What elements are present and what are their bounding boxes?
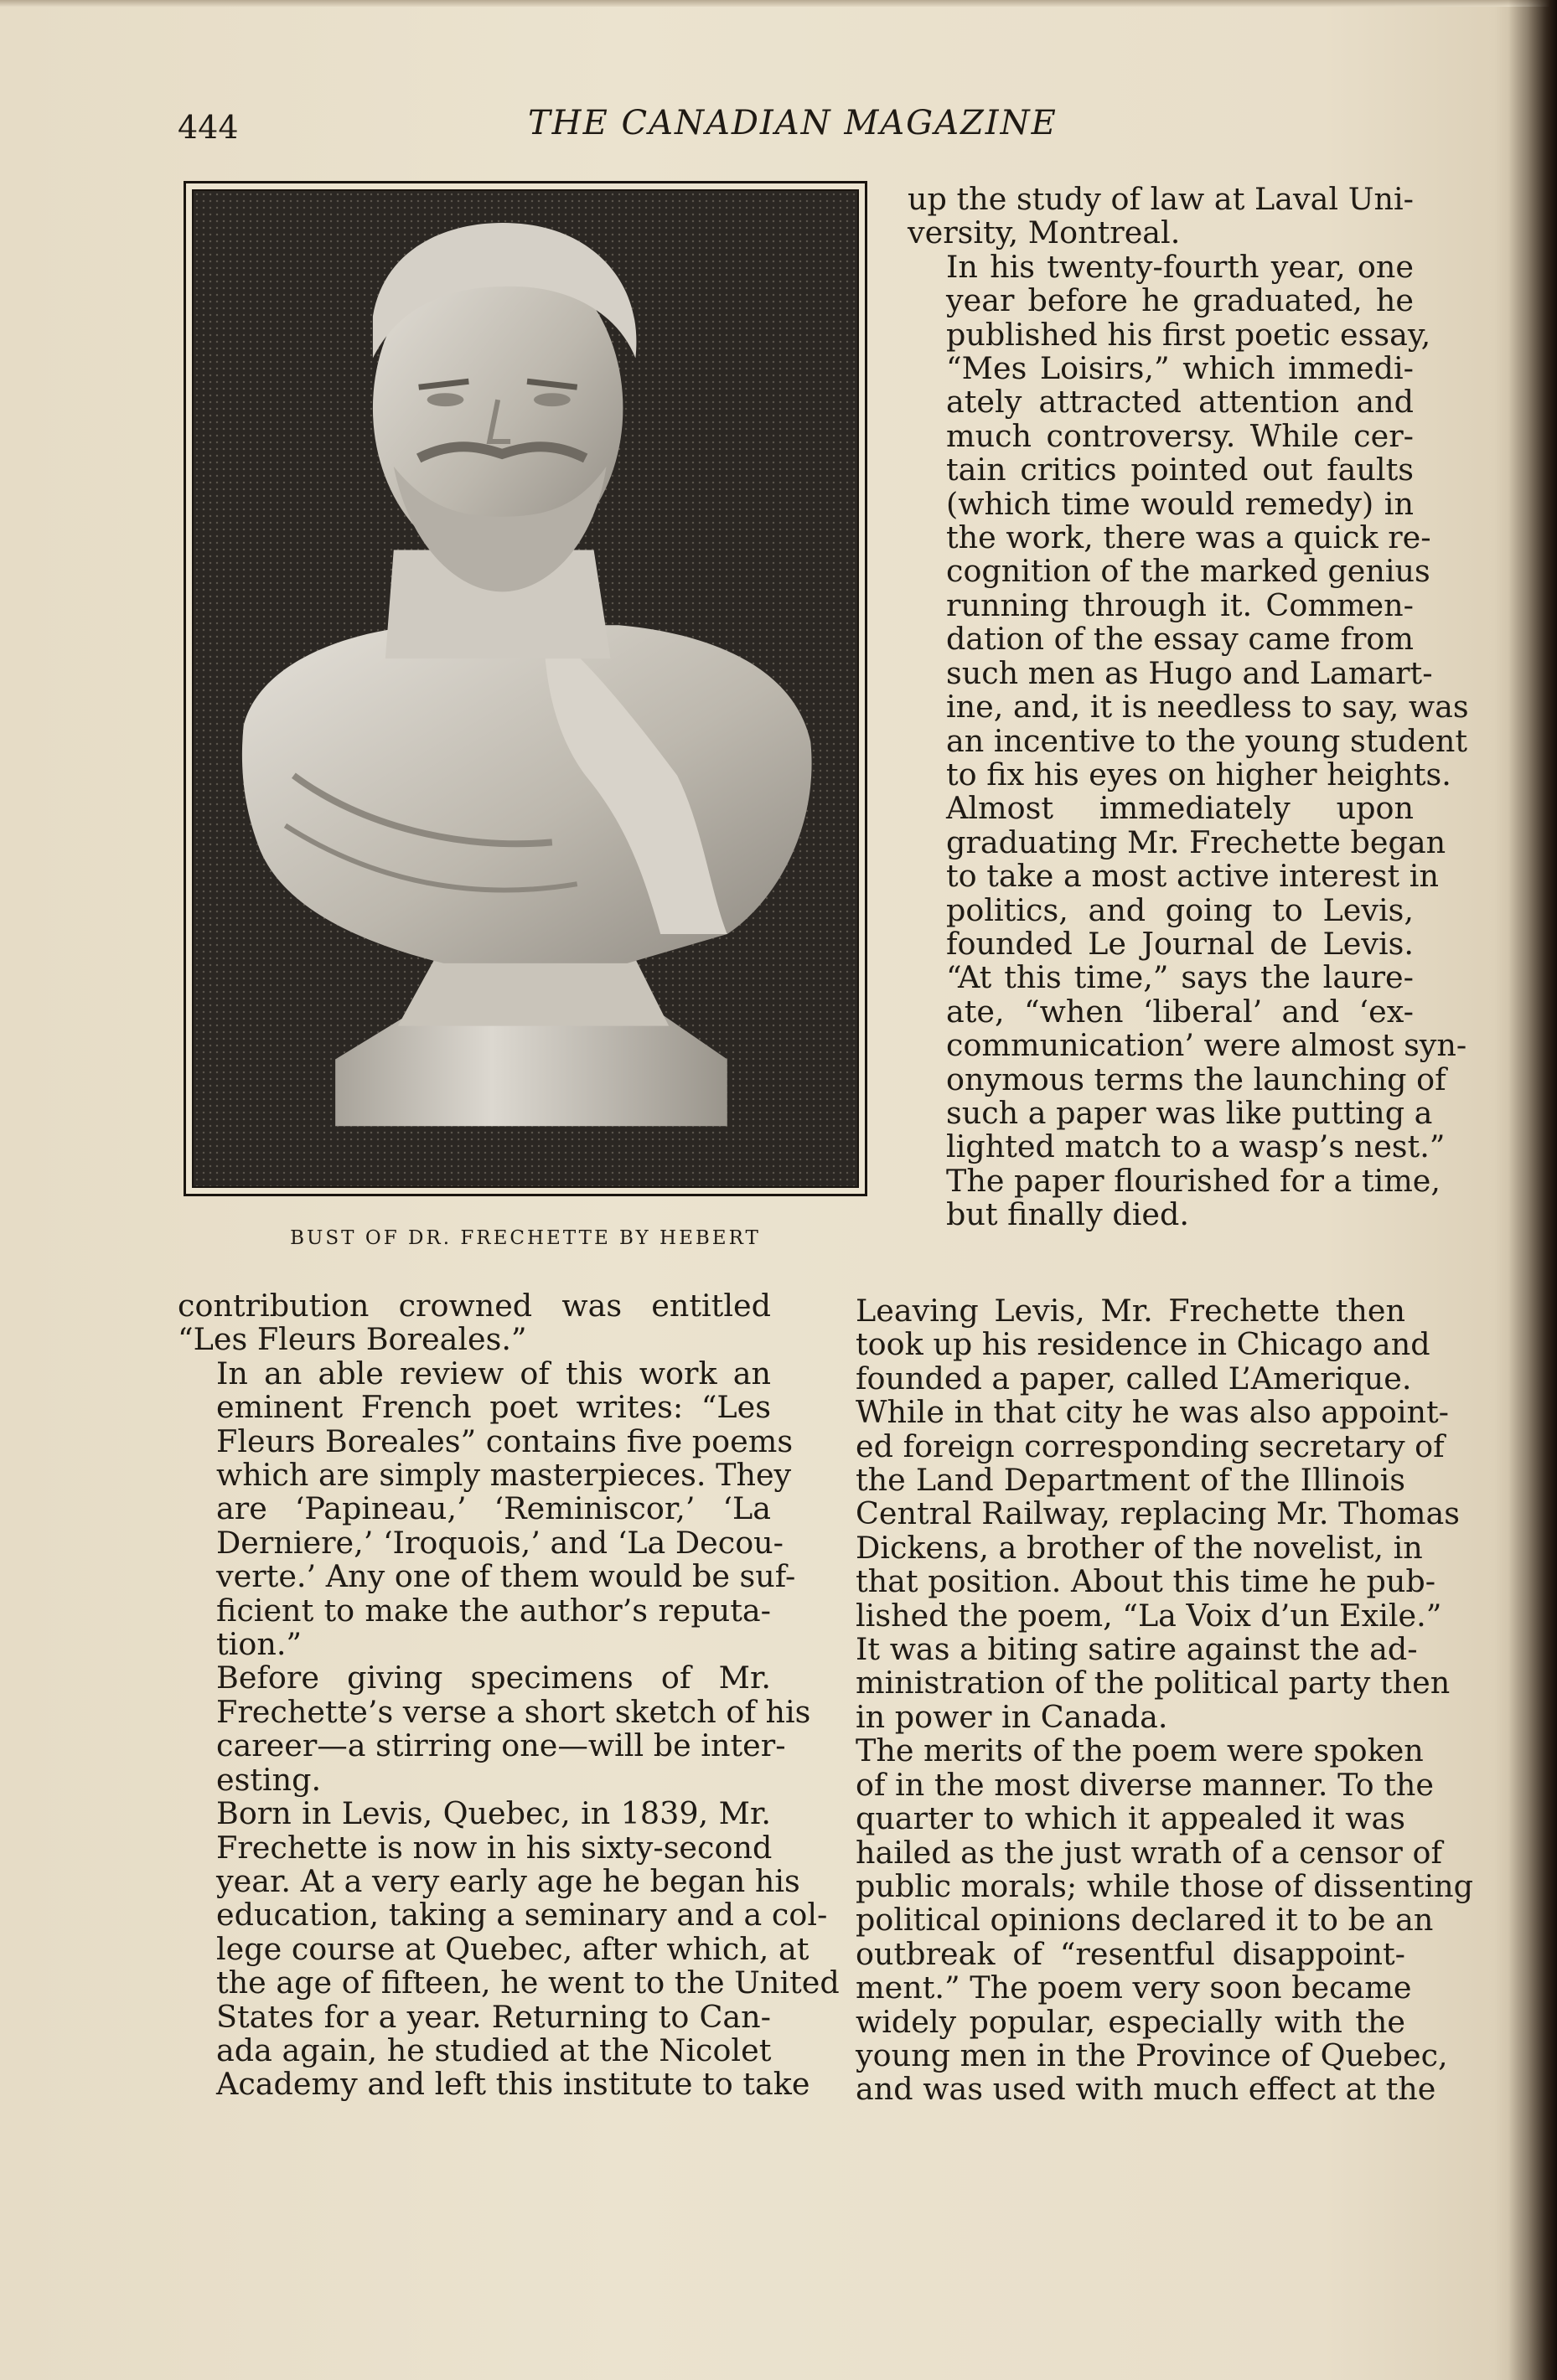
bust-of-frechette-image: [194, 191, 857, 1186]
text-line: public morals; while those of dissenting: [856, 1867, 1474, 1904]
text-line: contribution crowned was entitled: [178, 1288, 771, 1324]
text-line: ately attracted attention and: [946, 384, 1414, 421]
text-line: eminent French poet writes: “Les: [216, 1389, 771, 1426]
text-line: an incentive to the young student: [946, 722, 1468, 759]
text-line: Frechette is now in his sixty-second: [216, 1829, 773, 1866]
text-line: which are simply masterpieces. They: [216, 1457, 792, 1494]
text-line: States for a year. Returning to Can-: [216, 1998, 771, 2035]
text-line: It was a biting satire against the ad-: [856, 1631, 1418, 1668]
paragraph: [178, 1289, 771, 1357]
right-column-bottom: [817, 1293, 1474, 2108]
text-line: Before giving specimens of Mr.: [216, 1660, 771, 1696]
text-line: ate, “when ‘liberal’ and ‘ex-: [946, 993, 1414, 1030]
text-line: hailed as the just wrath of a censor of: [856, 1834, 1442, 1871]
text-line: education, taking a seminary and a col-: [216, 1897, 828, 1933]
text-line: politics, and going to Levis,: [946, 891, 1414, 928]
text-line: ed foreign corresponding secretary of: [856, 1427, 1445, 1464]
text-line: Derniere,’ ‘Iroquois,’ and ‘La Decou-: [216, 1524, 784, 1561]
top-edge: [0, 0, 1557, 7]
text-line: and was used with much effect at the: [856, 2071, 1436, 2108]
bust-illustration-frame: [184, 181, 867, 1196]
text-line: widely popular, especially with the: [856, 2003, 1405, 2040]
text-line: published his first poetic essay,: [946, 316, 1431, 353]
text-line: quarter to which it appealed it was: [856, 1800, 1405, 1837]
text-line: lighted match to a wasp’s nest.”: [946, 1128, 1446, 1165]
text-line: year. At a very early age he began his: [216, 1862, 800, 1899]
page-number: 444: [178, 109, 239, 146]
text-line: founded Le Journal de Levis.: [946, 925, 1414, 962]
figure-caption: BUST OF DR. FRECHETTE BY HEBERT: [290, 1227, 761, 1249]
text-line: to take a most active interest in: [946, 858, 1439, 895]
text-line: took up his residence in Chicago and: [856, 1326, 1430, 1363]
left-column-bottom: [178, 1288, 840, 2103]
text-line: ada again, he studied at the Nicolet: [216, 2032, 772, 2068]
text-line: (which time would remedy) in: [946, 485, 1414, 522]
text-line: such men as Hugo and Lamart-: [946, 654, 1433, 691]
text-line: are ‘Papineau,’ ‘Reminiscor,’ ‘La: [216, 1490, 771, 1527]
text-line: versity, Montreal.: [908, 214, 1181, 251]
text-line: such a paper was like putting a: [946, 1094, 1433, 1131]
text-line: year before he graduated, he: [946, 282, 1414, 319]
running-title: THE CANADIAN MAGAZINE: [528, 104, 1058, 142]
text-line: “At this time,” says the laure-: [946, 959, 1414, 996]
text-line: lege course at Quebec, after which, at: [216, 1930, 810, 1967]
text-line: Fleurs Boreales” contains five poems: [216, 1422, 794, 1459]
text-line: Frechette’s verse a short sketch of his: [216, 1693, 811, 1730]
text-line: graduating Mr. Frechette began: [946, 823, 1446, 860]
text-line: lished the poem, “La Voix d’un Exile.”: [856, 1597, 1442, 1634]
text-line: ficient to make the author’s reputa-: [216, 1592, 771, 1629]
text-line: cognition of the marked genius: [946, 553, 1430, 590]
text-line: ine, and, it is needless to say, was: [946, 689, 1469, 725]
text-line: The paper flourished for a time,: [946, 1162, 1441, 1199]
paragraph: [817, 1732, 1474, 2108]
text-line: The merits of the poem were spoken: [856, 1732, 1424, 1769]
text-line: career—a stirring one—will be inter-: [216, 1727, 786, 1764]
text-line: young men in the Province of Quebec,: [856, 2037, 1448, 2073]
paragraph: [908, 790, 1467, 1233]
paragraph: [908, 248, 1469, 792]
text-line: but finally died.: [946, 1196, 1189, 1233]
text-line: verte.’ Any one of them would be suf-: [216, 1558, 796, 1595]
text-line: Dickens, a brother of the novelist, in: [856, 1529, 1423, 1566]
text-line: “Les Fleurs Boreales.”: [178, 1321, 527, 1358]
text-line: of in the most diverse manner. To the: [856, 1766, 1434, 1803]
text-line: dation of the essay came from: [946, 621, 1414, 658]
text-line: In his twenty-fourth year, one: [946, 248, 1414, 285]
text-line: outbreak of “resentful disappoint-: [856, 1935, 1405, 1972]
text-line: onymous terms the launching of: [946, 1061, 1446, 1097]
bust-illustration: [192, 189, 859, 1188]
text-line: communication’ were almost syn-: [946, 1027, 1467, 1064]
text-line: While in that city he was also appoint-: [856, 1394, 1450, 1431]
text-line: the age of fifteen, he went to the United: [216, 1964, 840, 2001]
text-line: Born in Levis, Quebec, in 1839, Mr.: [216, 1795, 771, 1832]
text-line: ment.” The poem very soon became: [856, 1970, 1412, 2006]
paragraph: [178, 1355, 796, 1663]
text-line: running through it. Commen-: [946, 586, 1414, 623]
text-line: that position. About this time he pub-: [856, 1563, 1436, 1600]
text-line: political opinions declared it to be an: [856, 1902, 1434, 1939]
text-line: up the study of law at Laval Uni-: [908, 181, 1414, 217]
text-line: Almost immediately upon: [946, 790, 1414, 827]
text-line: “Mes Loisirs,” which immedi-: [946, 350, 1414, 387]
paragraph: [817, 1293, 1460, 1735]
text-line: the work, there was a quick re-: [946, 519, 1431, 556]
text-line: Central Railway, replacing Mr. Thomas: [856, 1495, 1460, 1532]
text-line: tain critics pointed out faults: [946, 452, 1414, 488]
paragraph: [178, 1795, 840, 2103]
text-line: ministration of the political party then: [856, 1665, 1451, 1701]
text-line: to fix his eyes on higher heights.: [946, 756, 1451, 792]
text-line: in power in Canada.: [856, 1698, 1168, 1735]
right-column-top: [908, 181, 1469, 1233]
text-line: esting.: [216, 1761, 322, 1798]
text-line: Leaving Levis, Mr. Frechette then: [856, 1293, 1405, 1329]
text-line: much controversy. While cer-: [946, 417, 1414, 454]
text-line: In an able review of this work an: [216, 1355, 771, 1391]
text-line: tion.”: [216, 1626, 303, 1663]
text-line: Academy and left this institute to take: [216, 2066, 810, 2103]
text-line: the Land Department of the Illinois: [856, 1462, 1405, 1499]
book-spine-shadow: [1508, 0, 1557, 2380]
text-line: founded a paper, called L’Amerique.: [856, 1360, 1412, 1397]
paragraph: [178, 1660, 811, 1798]
paragraph: [908, 183, 1414, 250]
